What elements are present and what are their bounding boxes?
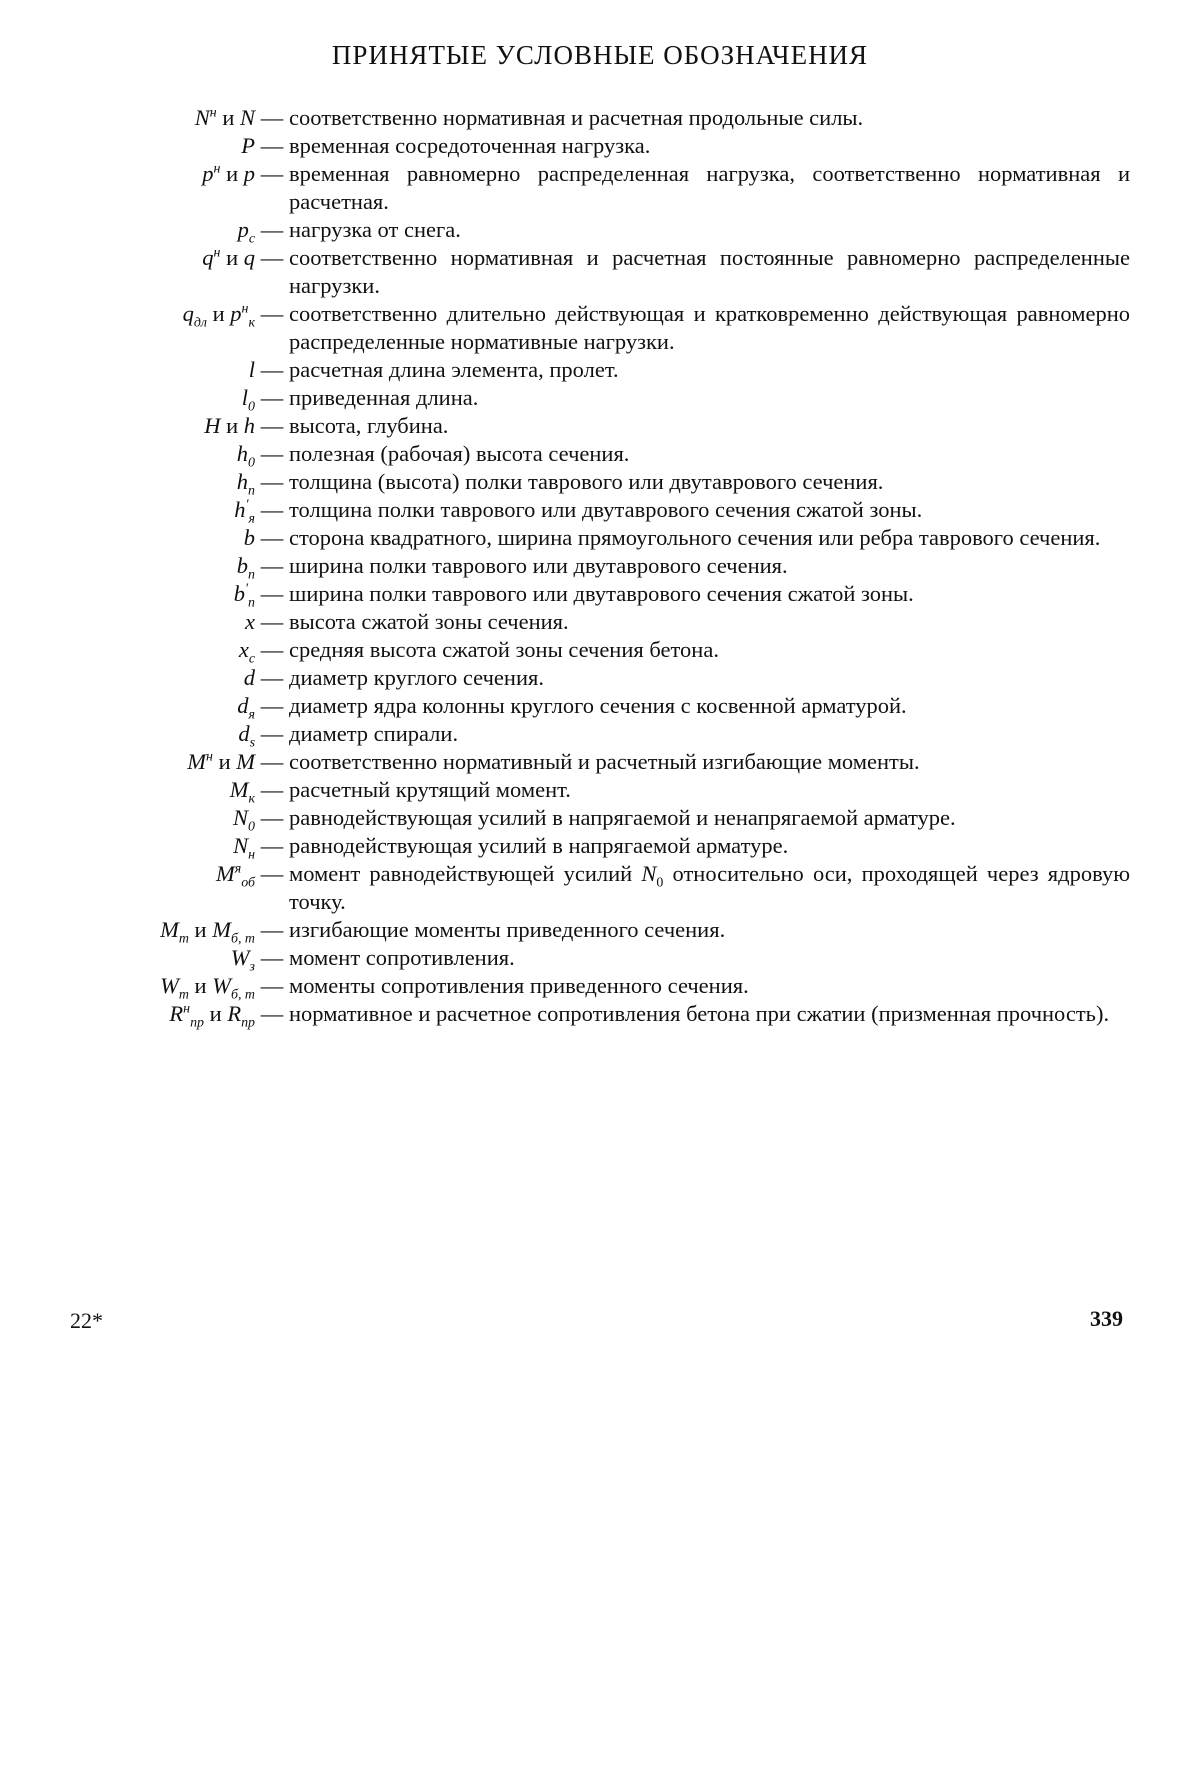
symbol-sub: 0 [248, 455, 255, 471]
description-text: равнодействующая усилий в напрягаемой и ненапрягаемой арматуре. [289, 805, 956, 830]
symbol-sub: с [248, 651, 255, 667]
dash-separator: — [260, 945, 284, 970]
dash-separator: — [260, 609, 284, 634]
symbol-notation [60, 748, 255, 776]
symbol-entry [60, 132, 1130, 160]
symbol-description [289, 356, 1130, 384]
symbol-base: W [212, 973, 231, 998]
symbol-base: l [241, 385, 249, 410]
symbol-sub: п [248, 483, 255, 499]
symbol-base: W [230, 945, 250, 970]
symbol-sub: п [248, 595, 255, 611]
symbol-conj: и [220, 413, 244, 438]
symbol-description [289, 580, 1130, 608]
symbol-conj: и [216, 105, 240, 130]
symbol-entry [60, 216, 1130, 247]
symbol-entry [60, 748, 1130, 776]
symbol-base: N [239, 105, 255, 130]
symbol-entry [60, 804, 1130, 835]
symbol-sup: ' [245, 581, 249, 597]
symbol-base: M [212, 917, 231, 942]
dash-separator: — [260, 497, 284, 522]
symbol-conj: и [188, 973, 213, 998]
description-text: диаметр ядра колонны круглого сечения с косвенной арматурой. [289, 693, 907, 718]
symbol-base: q [182, 301, 194, 326]
symbol-base: x [238, 637, 249, 662]
symbol-sub: об [241, 875, 255, 891]
description-text: изгибающие моменты приведенного сечения. [289, 917, 726, 942]
dash-separator: — [260, 1001, 284, 1026]
symbol-entry [60, 832, 1130, 863]
symbol-entry [60, 524, 1130, 552]
symbol-sub: с [248, 231, 255, 247]
symbol-notation [60, 104, 255, 132]
symbol-description [289, 160, 1130, 216]
symbol-sub: 0 [248, 819, 255, 835]
description-text: ширина полки таврового или двутаврового сечения сжатой зоны. [289, 581, 914, 606]
dash-separator: — [260, 441, 284, 466]
symbol-notation [60, 916, 255, 947]
symbol-base: h [234, 497, 246, 522]
symbol-entry [60, 916, 1130, 947]
description-italic: N [641, 861, 657, 886]
symbol-sub: т [178, 987, 189, 1003]
description-text: относительно оси, проходящей через ядровую точку. [289, 861, 1131, 914]
symbol-description [289, 804, 1130, 832]
dash-separator: — [260, 665, 284, 690]
symbol-entry [60, 860, 1130, 916]
description-text: нормативное и расчетное сопротивления бетона при сжатии (призменная прочность). [289, 1001, 1110, 1026]
symbol-sub: к [248, 791, 255, 807]
symbol-entry [60, 384, 1130, 415]
description-text: нагрузка от снега. [289, 217, 461, 242]
symbol-sup: н [241, 301, 249, 317]
description-text: соответственно нормативная и расчетная постоянные равномерно распределенные нагрузки. [289, 245, 1130, 298]
symbol-notation [60, 664, 255, 692]
description-text: временная сосредоточенная нагрузка. [289, 133, 651, 158]
symbol-sub: б, т [230, 931, 255, 947]
description-text: расчетная длина элемента, пролет. [289, 357, 619, 382]
description-text: момент сопротивления. [289, 945, 515, 970]
symbol-sub: з [249, 959, 255, 975]
symbol-description [289, 832, 1130, 860]
symbol-notation [60, 776, 255, 807]
symbol-conj: и [220, 161, 244, 186]
symbol-notation [60, 440, 255, 471]
symbol-base: d [237, 693, 249, 718]
symbol-list [60, 104, 1131, 1031]
dash-separator: — [260, 917, 284, 942]
symbol-description [289, 972, 1130, 1000]
symbol-entry [60, 720, 1130, 751]
symbol-base: p [202, 161, 214, 186]
description-text: соответственно нормативная и расчетная продольные силы. [289, 105, 864, 130]
symbol-notation [60, 636, 255, 667]
symbol-notation [60, 160, 255, 188]
description-text: средняя высота сжатой зоны сечения бетона. [289, 637, 719, 662]
description-text: момент равнодействующей усилий [289, 861, 642, 886]
symbol-notation [60, 412, 255, 440]
symbol-description [289, 776, 1130, 804]
symbol-entry [60, 356, 1130, 384]
signature-mark: 22* [70, 1308, 103, 1333]
symbol-entry [60, 552, 1130, 583]
symbol-notation [60, 720, 255, 751]
symbol-sub: к [248, 315, 255, 331]
dash-separator: — [260, 777, 284, 802]
symbol-entry [60, 468, 1130, 499]
dash-separator: — [260, 637, 284, 662]
symbol-notation [60, 804, 255, 835]
symbol-entry [60, 776, 1130, 807]
symbol-base: b [236, 553, 249, 578]
description-text: временная равномерно распределенная нагрузка, соответственно нормативная и расчетная. [289, 161, 1130, 214]
symbol-notation [60, 216, 255, 247]
dash-separator: — [260, 385, 284, 410]
symbol-sub: н [248, 847, 255, 863]
dash-separator: — [260, 581, 284, 606]
symbol-entry [60, 944, 1130, 975]
symbol-description [289, 636, 1130, 664]
symbol-description [289, 244, 1130, 300]
symbol-notation [60, 972, 255, 1003]
symbol-sub: т [178, 931, 189, 947]
symbol-base: q [243, 245, 255, 270]
symbol-notation [60, 580, 255, 611]
symbol-description [289, 664, 1130, 692]
symbol-entry [60, 608, 1130, 636]
symbol-description [289, 916, 1130, 944]
symbol-description [289, 860, 1130, 916]
symbol-entry [60, 1000, 1130, 1031]
symbol-entry [60, 580, 1130, 611]
symbol-base: M [236, 749, 255, 774]
symbol-entry [60, 104, 1130, 132]
page-title: ПРИНЯТЫЕ УСЛОВНЫЕ ОБОЗНАЧЕНИЯ [331, 40, 869, 70]
dash-separator: — [260, 217, 284, 242]
symbol-sup: я [234, 861, 242, 877]
symbol-sub: я [248, 511, 255, 527]
symbol-description [289, 748, 1130, 776]
symbol-base: N [233, 833, 249, 858]
symbol-sup: н [209, 105, 217, 121]
symbol-sub: п [248, 567, 255, 583]
symbol-base: M [229, 777, 249, 802]
symbol-entry [60, 440, 1130, 471]
symbol-notation [60, 356, 255, 384]
symbol-base: h [243, 413, 255, 438]
description-text: диаметр круглого сечения. [289, 665, 544, 690]
description-text: толщина (высота) полки таврового или двутаврового сечения. [289, 469, 884, 494]
symbol-base: M [160, 917, 179, 942]
dash-separator: — [260, 749, 284, 774]
description-text: высота сжатой зоны сечения. [289, 609, 569, 634]
symbol-description [289, 1000, 1130, 1028]
description-text: моменты сопротивления приведенного сечения. [289, 973, 749, 998]
description-text: приведенная длина. [289, 385, 479, 410]
symbol-notation [60, 1000, 255, 1031]
dash-separator: — [260, 105, 284, 130]
symbol-description [289, 384, 1130, 412]
symbol-base: R [169, 1001, 184, 1026]
symbol-notation [60, 692, 255, 723]
dash-separator: — [260, 133, 284, 158]
symbol-base: H [204, 413, 221, 438]
dash-separator: — [260, 861, 284, 886]
dash-separator: — [260, 973, 284, 998]
symbol-notation [60, 468, 255, 499]
symbol-notation [60, 384, 255, 415]
symbol-base: W [160, 973, 179, 998]
symbol-sub: б, т [230, 987, 255, 1003]
symbol-base: P [241, 133, 255, 158]
symbol-sup: н [183, 1001, 191, 1017]
symbol-base: q [202, 245, 214, 270]
symbol-sup: н [206, 749, 213, 765]
symbol-entry [60, 972, 1130, 1003]
symbol-base: R [227, 1001, 242, 1026]
description-text: расчетный крутящий момент. [289, 777, 571, 802]
symbol-description [289, 524, 1130, 552]
symbol-description [289, 552, 1130, 580]
symbol-entry [60, 496, 1130, 527]
symbol-sub: я [248, 707, 255, 723]
symbol-notation [60, 300, 255, 331]
description-text: диаметр спирали. [289, 721, 459, 746]
symbol-sup: н [213, 245, 221, 261]
symbol-conj: и [188, 917, 213, 942]
dash-separator: — [260, 721, 284, 746]
symbol-description [289, 300, 1130, 356]
dash-separator: — [260, 833, 284, 858]
symbol-base: p [243, 161, 255, 186]
symbol-sub: дл [193, 315, 207, 331]
symbol-entry [60, 160, 1130, 216]
symbol-base: M [187, 749, 207, 774]
symbol-entry [60, 636, 1130, 667]
symbol-description [289, 720, 1130, 748]
description-text: сторона квадратного, ширина прямоугольного сечения или ребра таврового сечения. [289, 525, 1101, 550]
description-text: полезная (рабочая) высота сечения. [289, 441, 630, 466]
symbol-base: p [230, 301, 242, 326]
symbol-notation [60, 496, 255, 527]
symbol-base: d [243, 665, 255, 690]
dash-separator: — [260, 469, 284, 494]
symbol-conj: и [204, 1001, 228, 1026]
symbol-entry [60, 300, 1130, 356]
symbol-description [289, 692, 1130, 720]
symbol-notation [60, 132, 255, 160]
symbol-base: h [236, 441, 249, 466]
symbol-notation [60, 608, 255, 636]
symbol-notation [60, 832, 255, 863]
description-text: соответственно длительно действующая и кратковременно действующая равномерно распределенные нормативные нагрузки. [289, 301, 1130, 354]
description-text: равнодействующая усилий в напрягаемой арматуре. [289, 833, 789, 858]
symbol-notation [60, 244, 255, 272]
symbol-base: h [236, 469, 249, 494]
symbol-base: x [245, 609, 255, 634]
symbol-base: N [233, 805, 249, 830]
symbol-sub: 0 [248, 399, 255, 415]
symbol-notation [60, 860, 255, 891]
description-text: высота, глубина. [289, 413, 449, 438]
symbol-notation [60, 944, 255, 975]
symbol-notation [60, 552, 255, 583]
symbol-notation [60, 524, 255, 552]
dash-separator: — [260, 525, 284, 550]
dash-separator: — [260, 301, 284, 326]
symbol-sup: н [213, 161, 221, 177]
description-sub: 0 [656, 875, 664, 891]
symbol-base: p [237, 217, 249, 242]
dash-separator: — [260, 161, 284, 186]
symbol-description [289, 944, 1130, 972]
dash-separator: — [260, 245, 284, 270]
dash-separator: — [260, 553, 284, 578]
symbol-base: d [238, 721, 250, 746]
symbol-description [289, 608, 1130, 636]
dash-separator: — [260, 805, 284, 830]
symbol-description [289, 468, 1130, 496]
symbol-sup: ' [245, 497, 249, 513]
symbol-description [289, 412, 1130, 440]
symbol-conj: и [220, 245, 244, 270]
symbol-sub: пр [241, 1015, 255, 1031]
symbol-description [289, 496, 1130, 524]
symbol-base: b [243, 525, 255, 550]
description-text: толщина полки таврового или двутаврового сечения сжатой зоны. [289, 497, 923, 522]
symbol-description [289, 440, 1130, 468]
symbol-base: b [233, 581, 246, 606]
symbol-base: l [248, 357, 255, 382]
page-number: 339 [1090, 1306, 1123, 1331]
symbol-sub: пр [190, 1015, 205, 1031]
symbol-conj: и [212, 749, 237, 774]
symbol-entry [60, 244, 1130, 300]
symbol-base: M [215, 861, 235, 886]
description-text: соответственно нормативный и расчетный изгибающие моменты. [289, 749, 920, 774]
symbol-entry [60, 692, 1130, 723]
symbol-description [289, 216, 1130, 244]
symbol-entry [60, 664, 1130, 692]
description-text: ширина полки таврового или двутаврового сечения. [289, 553, 788, 578]
symbol-conj: и [207, 301, 231, 326]
symbol-description [289, 132, 1130, 160]
dash-separator: — [260, 413, 284, 438]
dash-separator: — [260, 357, 284, 382]
symbol-base: N [194, 105, 210, 130]
symbol-sub: s [249, 735, 255, 751]
symbol-description [289, 104, 1130, 132]
dash-separator: — [260, 693, 284, 718]
symbol-entry [60, 412, 1130, 440]
